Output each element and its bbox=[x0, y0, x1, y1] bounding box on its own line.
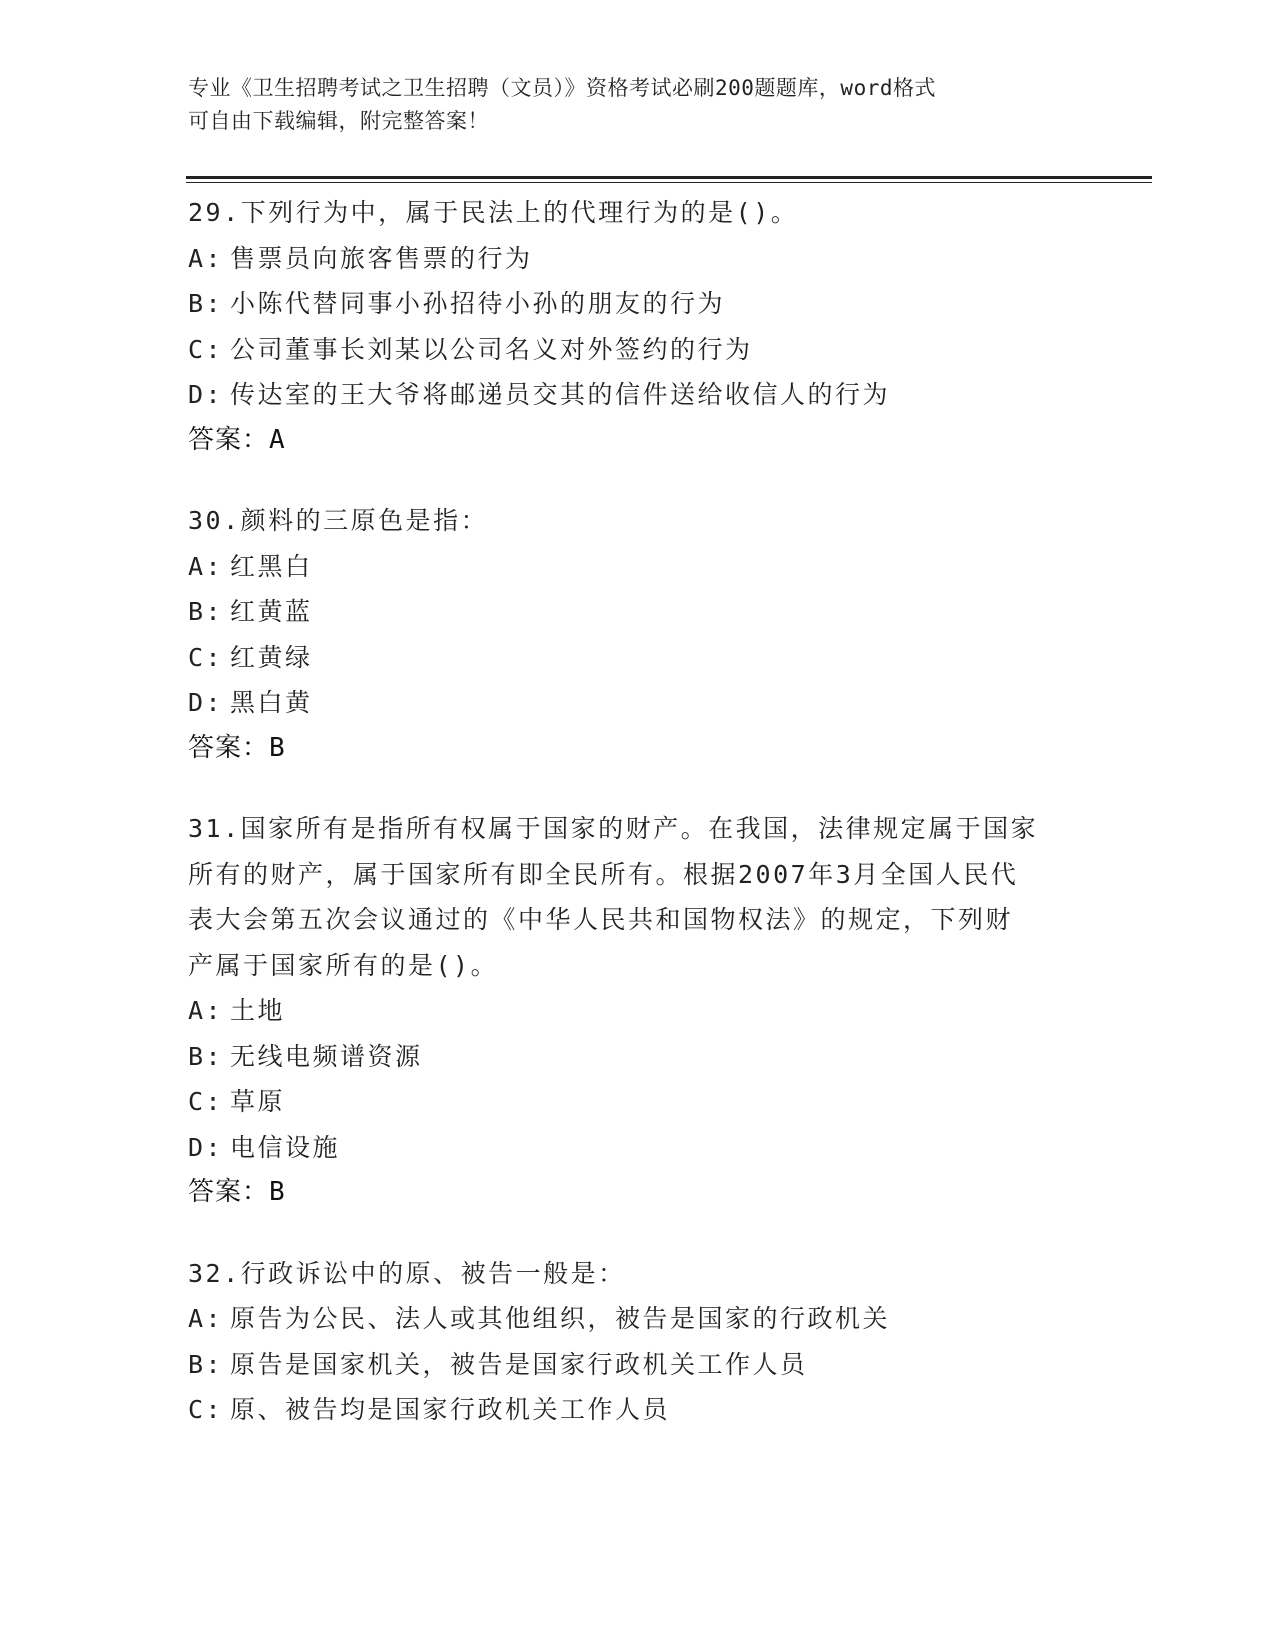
option-text: 售票员向旅客售票的行为 bbox=[230, 243, 533, 273]
option-text: 红黄绿 bbox=[230, 642, 313, 672]
option-text: 原告为公民、法人或其他组织，被告是国家的行政机关 bbox=[230, 1304, 891, 1333]
option-key: C: bbox=[188, 642, 224, 672]
option-b bbox=[188, 1034, 1088, 1080]
question-list bbox=[188, 190, 1088, 1468]
option-b bbox=[188, 1342, 1088, 1388]
header-line-1: 专业《卫生招聘考试之卫生招聘（文员）》资格考试必刷200题题库，word格式 bbox=[188, 76, 936, 100]
question-item bbox=[188, 190, 1088, 463]
option-key: A: bbox=[188, 243, 224, 273]
option-d bbox=[188, 1125, 1088, 1171]
question-item bbox=[188, 1251, 1088, 1433]
option-a bbox=[188, 1296, 1088, 1342]
option-b bbox=[188, 589, 1088, 635]
option-d bbox=[188, 680, 1088, 726]
option-key: C: bbox=[188, 1087, 224, 1116]
option-a bbox=[188, 988, 1088, 1034]
option-key: A: bbox=[188, 996, 224, 1025]
option-text: 公司董事长刘某以公司名义对外签约的行为 bbox=[230, 334, 753, 364]
option-key: D: bbox=[188, 380, 224, 409]
answer-line: 答案：B bbox=[188, 1177, 286, 1207]
option-text: 传达室的王大爷将邮递员交其的信件送给收信人的行为 bbox=[230, 380, 891, 409]
option-key: A: bbox=[188, 551, 224, 581]
option-text: 红黑白 bbox=[230, 551, 313, 581]
option-b bbox=[188, 281, 1088, 327]
question-text: 30.颜料的三原色是指： bbox=[188, 506, 489, 535]
question-text: 31.国家所有是指所有权属于国家的财产。在我国，法律规定属于国家 bbox=[188, 814, 1039, 843]
option-text: 无线电频谱资源 bbox=[230, 1041, 423, 1071]
option-text: 黑白黄 bbox=[230, 688, 313, 717]
option-key: C: bbox=[188, 1395, 224, 1424]
option-text: 土地 bbox=[230, 996, 286, 1025]
option-text: 红黄蓝 bbox=[230, 597, 313, 626]
option-text: 原、被告均是国家行政机关工作人员 bbox=[230, 1395, 671, 1424]
option-key: D: bbox=[188, 688, 224, 717]
option-c bbox=[188, 1387, 1088, 1433]
option-text: 草原 bbox=[230, 1087, 286, 1116]
answer-line: 答案：B bbox=[188, 732, 286, 763]
question-item bbox=[188, 498, 1088, 771]
option-key: A: bbox=[188, 1304, 224, 1333]
header-rule-thick bbox=[186, 176, 1152, 179]
question-text: 29.下列行为中，属于民法上的代理行为的是()。 bbox=[188, 198, 799, 227]
option-key: B: bbox=[188, 597, 224, 626]
option-text: 原告是国家机关，被告是国家行政机关工作人员 bbox=[230, 1349, 808, 1379]
header-rule-thin bbox=[186, 182, 1152, 183]
option-key: B: bbox=[188, 1041, 224, 1071]
option-key: D: bbox=[188, 1132, 224, 1162]
question-item bbox=[188, 806, 1088, 1216]
option-a bbox=[188, 544, 1088, 590]
question-text: 表大会第五次会议通过的《中华人民共和国物权法》的规定，下列财 bbox=[188, 905, 1014, 934]
option-key: C: bbox=[188, 334, 224, 364]
option-c bbox=[188, 1079, 1088, 1125]
option-key: B: bbox=[188, 1349, 224, 1379]
option-d bbox=[188, 372, 1088, 418]
answer-line: 答案：A bbox=[188, 424, 286, 455]
option-text: 小陈代替同事小孙招待小孙的朋友的行为 bbox=[230, 289, 726, 318]
question-text: 产属于国家所有的是()。 bbox=[188, 950, 499, 980]
option-a bbox=[188, 236, 1088, 282]
option-key: B: bbox=[188, 289, 224, 318]
option-c bbox=[188, 327, 1088, 373]
option-text: 电信设施 bbox=[230, 1132, 341, 1162]
question-text: 所有的财产，属于国家所有即全民所有。根据2007年3月全国人民代 bbox=[188, 859, 1019, 889]
document-header bbox=[188, 72, 1088, 138]
option-c bbox=[188, 635, 1088, 681]
header-line-2: 可自由下载编辑，附完整答案！ bbox=[188, 109, 489, 133]
question-text: 32.行政诉讼中的原、被告一般是： bbox=[188, 1258, 626, 1288]
